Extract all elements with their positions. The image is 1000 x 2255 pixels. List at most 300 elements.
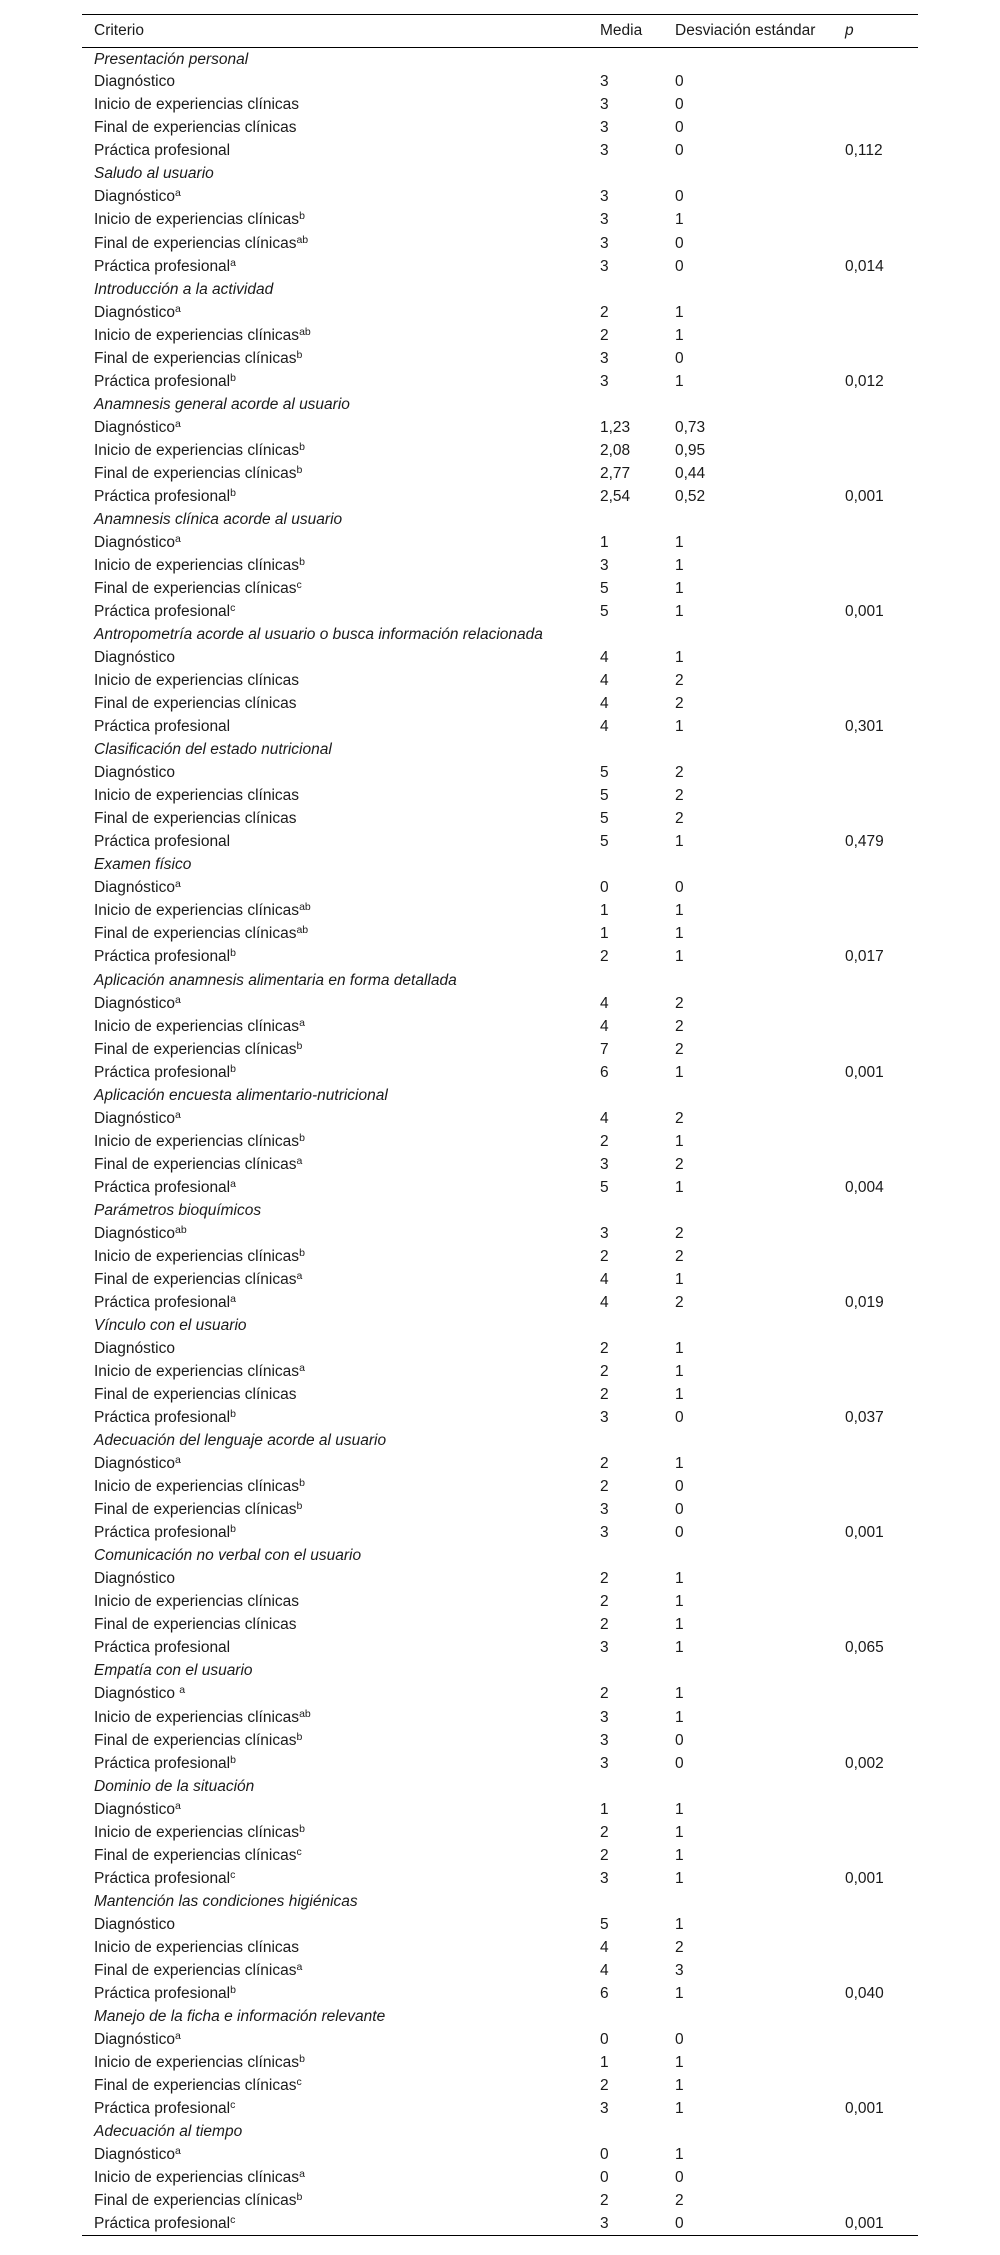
p-cell	[833, 1245, 918, 1268]
sd-cell: 2	[675, 672, 684, 690]
stage-label: Diagnóstico	[94, 303, 175, 321]
stage-label: Final de experiencias clínicas	[94, 810, 297, 828]
significance-superscript: b	[230, 1753, 236, 1766]
table-row	[82, 831, 918, 854]
header-media: Media	[588, 15, 663, 48]
stage-label: Inicio de experiencias clínicas	[94, 96, 300, 114]
significance-superscript: c	[230, 2213, 236, 2226]
table-row	[82, 1291, 918, 1314]
p-cell	[833, 1475, 918, 1498]
significance-superscript: a	[175, 2145, 181, 2158]
stage-cell	[82, 2051, 588, 2074]
p-cell	[833, 1568, 918, 1591]
sd-cell: 2	[675, 787, 684, 805]
sd-cell: 2	[675, 1155, 684, 1173]
media-cell: 3	[600, 96, 609, 114]
p-cell	[833, 232, 918, 255]
p-cell: 0,001	[845, 1869, 884, 1887]
table-row	[82, 1867, 918, 1890]
table-row	[82, 1959, 918, 1982]
significance-superscript: c	[230, 2099, 236, 2112]
stage-label: Práctica profesional	[94, 2100, 231, 2118]
sd-cell: 1	[675, 1685, 684, 1703]
criterion-row	[82, 854, 918, 877]
stage-label: Diagnóstico	[94, 649, 175, 667]
significance-superscript: a	[175, 532, 181, 545]
table-row	[82, 646, 918, 669]
stage-label: Práctica profesional	[94, 2214, 231, 2232]
stage-label: Inicio de experiencias clínicas	[94, 1132, 300, 1150]
sd-cell: 2	[675, 810, 684, 828]
table-row	[82, 1591, 918, 1614]
criterion-row	[82, 1545, 918, 1568]
stage-label: Práctica profesional	[94, 833, 231, 851]
stage-cell	[82, 1360, 588, 1383]
stage-cell	[82, 71, 588, 94]
p-cell: 0,065	[845, 1639, 884, 1657]
media-cell: 2	[600, 1593, 609, 1611]
sd-cell: 2	[675, 1109, 684, 1127]
stage-cell	[82, 877, 588, 900]
stage-label: Práctica profesional	[94, 1984, 231, 2002]
table-row	[82, 1222, 918, 1245]
table-row	[82, 531, 918, 554]
sd-cell: 0	[675, 96, 684, 114]
sd-cell: 2	[675, 1938, 684, 1956]
table-row	[82, 416, 918, 439]
table-row	[82, 761, 918, 784]
media-cell: 3	[600, 349, 609, 367]
significance-superscript: a	[230, 1177, 236, 1190]
p-cell: 0,014	[845, 257, 884, 275]
media-cell: 2	[600, 1363, 609, 1381]
criterion-title: Manejo de la ficha e información relevante	[94, 2007, 386, 2025]
sd-cell: 1	[675, 1570, 684, 1588]
sd-cell: 1	[675, 556, 684, 574]
table-row	[82, 1153, 918, 1176]
stage-label: Final de experiencias clínicas	[94, 1616, 297, 1634]
stage-label: Final de experiencias clínicas	[94, 579, 297, 597]
stage-cell	[82, 1038, 588, 1061]
sd-cell: 0	[675, 349, 684, 367]
criterion-row	[82, 1775, 918, 1798]
criterion-row	[82, 2005, 918, 2028]
table-row	[82, 439, 918, 462]
p-cell: 0,001	[845, 1524, 884, 1542]
media-cell: 3	[600, 188, 609, 206]
sd-cell: 2	[675, 764, 684, 782]
p-cell	[833, 877, 918, 900]
sd-cell: 2	[675, 1017, 684, 1035]
stage-cell	[82, 600, 588, 623]
criterion-title: Parámetros bioquímicos	[94, 1201, 262, 1219]
stage-label: Final de experiencias clínicas	[94, 2192, 297, 2210]
stage-label: Diagnóstico	[94, 994, 175, 1012]
stage-cell	[82, 2189, 588, 2212]
sd-cell: 0	[675, 73, 684, 91]
criterion-row	[82, 1314, 918, 1337]
stage-cell	[82, 1061, 588, 1084]
p-cell	[833, 554, 918, 577]
p-cell	[833, 1383, 918, 1406]
stage-label: Práctica profesional	[94, 718, 231, 736]
stage-label: Inicio de experiencias clínicas	[94, 441, 300, 459]
significance-superscript: b	[296, 348, 303, 361]
stage-cell	[82, 186, 588, 209]
p-cell	[833, 669, 918, 692]
sd-cell: 0	[675, 119, 684, 137]
media-cell: 4	[600, 1109, 609, 1127]
significance-superscript: ab	[175, 1223, 187, 1236]
sd-cell: 0,95	[675, 441, 706, 459]
stage-label: Práctica profesional	[94, 1063, 231, 1081]
p-cell	[833, 1959, 918, 1982]
table-row	[82, 71, 918, 94]
table-row	[82, 1637, 918, 1660]
table-row	[82, 370, 918, 393]
sd-cell: 2	[675, 1040, 684, 1058]
stage-cell	[82, 1153, 588, 1176]
sd-cell: 1	[675, 372, 684, 390]
media-cell: 2	[600, 1570, 609, 1588]
stage-label: Diagnóstico	[94, 1109, 175, 1127]
sd-cell: 3	[675, 1961, 684, 1979]
stage-cell	[82, 1498, 588, 1521]
p-cell	[833, 1844, 918, 1867]
significance-superscript: a	[175, 302, 181, 315]
stage-cell	[82, 94, 588, 117]
media-cell: 5	[600, 810, 609, 828]
significance-superscript: b	[230, 371, 236, 384]
media-cell: 3	[600, 257, 609, 275]
media-cell: 4	[600, 695, 609, 713]
sd-cell: 0	[675, 234, 684, 252]
media-cell: 0	[600, 2030, 609, 2048]
table-row	[82, 669, 918, 692]
stage-label: Diagnóstico	[94, 2030, 175, 2048]
table-row	[82, 992, 918, 1015]
stage-label: Práctica profesional	[94, 1293, 231, 1311]
p-cell	[833, 808, 918, 831]
stage-label: Práctica profesional	[94, 1524, 231, 1542]
p-cell: 0,012	[845, 372, 884, 390]
significance-superscript: b	[299, 1477, 305, 1490]
p-cell	[833, 1498, 918, 1521]
stage-label: Final de experiencias clínicas	[94, 1386, 297, 1404]
media-cell: 3	[600, 1639, 609, 1657]
table-row	[82, 347, 918, 370]
stage-cell	[82, 347, 588, 370]
stage-label: Diagnóstico	[94, 1915, 175, 1933]
table-row	[82, 1452, 918, 1475]
table-row	[82, 808, 918, 831]
sd-cell: 2	[675, 1224, 684, 1242]
media-cell: 4	[600, 718, 609, 736]
p-cell	[833, 1107, 918, 1130]
stage-cell	[82, 1222, 588, 1245]
criterion-title: Anamnesis general acorde al usuario	[94, 395, 350, 413]
stage-label: Inicio de experiencias clínicas	[94, 1017, 300, 1035]
stage-cell	[82, 808, 588, 831]
media-cell: 5	[600, 1915, 609, 1933]
sd-cell: 0	[675, 1478, 684, 1496]
p-cell	[833, 1936, 918, 1959]
p-cell	[833, 2051, 918, 2074]
sd-cell: 0	[675, 2169, 684, 2187]
stage-cell	[82, 232, 588, 255]
media-cell: 3	[600, 234, 609, 252]
stage-cell	[82, 1821, 588, 1844]
criterion-title: Aplicación anamnesis alimentaria en forma detallada	[94, 971, 457, 989]
stage-cell	[82, 1867, 588, 1890]
stage-label: Inicio de experiencias clínicas	[94, 211, 300, 229]
stage-label: Diagnóstico	[94, 418, 175, 436]
p-cell	[833, 1452, 918, 1475]
sd-cell: 0	[675, 2030, 684, 2048]
significance-superscript: c	[296, 578, 302, 591]
stage-label: Inicio de experiencias clínicas	[94, 556, 300, 574]
significance-superscript: a	[299, 2168, 305, 2181]
table-row	[82, 1107, 918, 1130]
significance-superscript: b	[299, 440, 305, 453]
stage-label: Práctica profesional	[94, 487, 231, 505]
criterion-title: Comunicación no verbal con el usuario	[94, 1547, 362, 1565]
stage-label: Inicio de experiencias clínicas	[94, 1363, 300, 1381]
table-row	[82, 1706, 918, 1729]
stage-label: Final de experiencias clínicas	[94, 234, 297, 252]
table-row	[82, 1383, 918, 1406]
p-cell	[833, 1821, 918, 1844]
p-cell	[833, 923, 918, 946]
significance-superscript: b	[296, 463, 303, 476]
stage-cell	[82, 1107, 588, 1130]
sd-cell: 1	[675, 718, 684, 736]
significance-superscript: a	[175, 187, 181, 200]
p-cell: 0,001	[845, 603, 884, 621]
table-row	[82, 1798, 918, 1821]
p-cell	[833, 301, 918, 324]
stage-cell	[82, 992, 588, 1015]
significance-superscript: a	[296, 1154, 303, 1167]
significance-superscript: b	[299, 555, 305, 568]
media-cell: 5	[600, 603, 609, 621]
significance-superscript: ab	[299, 1707, 311, 1720]
stage-label: Práctica profesional	[94, 1178, 231, 1196]
table-row	[82, 2212, 918, 2235]
stage-label: Práctica profesional	[94, 372, 231, 390]
stage-cell	[82, 554, 588, 577]
media-cell: 3	[600, 211, 609, 229]
criterion-title: Clasificación del estado nutricional	[94, 741, 332, 759]
significance-superscript: c	[296, 2076, 302, 2089]
stage-label: Diagnóstico	[94, 879, 175, 897]
stage-label: Diagnóstico	[94, 73, 175, 91]
media-cell: 2	[600, 1846, 609, 1864]
table-row	[82, 1913, 918, 1936]
p-cell	[833, 2028, 918, 2051]
stage-label: Final de experiencias clínicas	[94, 1501, 297, 1519]
p-cell	[833, 94, 918, 117]
header-p: p	[833, 15, 918, 48]
media-cell: 0	[600, 2146, 609, 2164]
results-table	[82, 14, 918, 2236]
stage-label: Diagnóstico	[94, 764, 175, 782]
criterion-title: Antropometría acorde al usuario o busca información relacionada	[94, 626, 543, 644]
p-cell	[833, 531, 918, 554]
media-cell: 3	[588, 2212, 663, 2235]
stage-label: Final de experiencias clínicas	[94, 1731, 297, 1749]
p-cell	[833, 900, 918, 923]
significance-superscript: a	[299, 1016, 305, 1029]
stage-cell	[82, 923, 588, 946]
media-cell: 5	[600, 1178, 609, 1196]
media-cell: 4	[600, 994, 609, 1012]
stage-label: Final de experiencias clínicas	[94, 925, 297, 943]
stage-cell	[82, 462, 588, 485]
media-cell: 2	[600, 1247, 609, 1265]
p-cell	[833, 71, 918, 94]
stage-cell	[82, 1383, 588, 1406]
sd-cell: 1	[675, 1132, 684, 1150]
p-cell	[833, 2166, 918, 2189]
media-cell: 3	[600, 556, 609, 574]
stage-cell	[82, 1337, 588, 1360]
sd-cell: 2	[675, 1293, 684, 1311]
sd-cell: 1	[675, 1455, 684, 1473]
p-cell: 0,112	[845, 142, 883, 160]
media-cell: 2,77	[600, 464, 631, 482]
stage-label: Práctica profesional	[94, 142, 231, 160]
table-row	[82, 255, 918, 278]
table-row	[82, 1982, 918, 2005]
significance-superscript: a	[230, 256, 236, 269]
media-cell: 5	[600, 764, 609, 782]
media-cell: 6	[600, 1063, 609, 1081]
sd-cell: 1	[675, 326, 684, 344]
stage-label: Inicio de experiencias clínicas	[94, 902, 300, 920]
table-row	[82, 2074, 918, 2097]
media-cell: 3	[600, 1708, 609, 1726]
table-row	[82, 1821, 918, 1844]
significance-superscript: a	[230, 1292, 236, 1305]
significance-superscript: b	[230, 947, 236, 960]
p-cell: 0,301	[845, 718, 884, 736]
stage-label: Inicio de experiencias clínicas	[94, 326, 300, 344]
media-cell: 2	[600, 2077, 609, 2095]
criterion-title: Saludo al usuario	[94, 165, 214, 183]
p-cell	[833, 692, 918, 715]
stage-label: Práctica profesional	[94, 1754, 231, 1772]
stage-cell	[82, 1959, 588, 1982]
media-cell: 3	[600, 1409, 609, 1427]
media-cell: 2,08	[600, 441, 631, 459]
criterion-row	[82, 738, 918, 761]
sd-cell: 1	[675, 833, 684, 851]
significance-superscript: b	[296, 1500, 303, 1513]
p-cell	[833, 1360, 918, 1383]
significance-superscript: b	[296, 1730, 303, 1743]
p-cell	[833, 1015, 918, 1038]
sd-cell: 1	[675, 303, 684, 321]
media-cell: 2	[600, 303, 609, 321]
stage-label: Inicio de experiencias clínicas	[94, 1247, 300, 1265]
media-cell: 2	[600, 1823, 609, 1841]
table-row	[82, 900, 918, 923]
criterion-title: Empatía con el usuario	[94, 1662, 253, 1680]
sd-cell: 1	[675, 1340, 684, 1358]
significance-superscript: a	[175, 993, 181, 1006]
media-cell: 1,23	[600, 418, 631, 436]
table-row	[82, 923, 918, 946]
media-cell: 3	[600, 119, 609, 137]
significance-superscript: a	[175, 1108, 181, 1121]
table-row	[82, 117, 918, 140]
stage-cell	[82, 485, 588, 508]
significance-superscript: b	[299, 1822, 305, 1835]
sd-cell: 1	[675, 579, 684, 597]
stage-label: Diagnóstico	[94, 1685, 180, 1703]
table-row	[82, 485, 918, 508]
table-row	[82, 577, 918, 600]
media-cell: 3	[600, 1731, 609, 1749]
criterion-row	[82, 1084, 918, 1107]
sd-cell: 0	[675, 1754, 684, 1772]
sd-cell: 1	[675, 1823, 684, 1841]
sd-cell: 1	[675, 1270, 684, 1288]
stage-cell	[82, 646, 588, 669]
significance-superscript: a	[175, 1454, 181, 1467]
stage-cell	[82, 946, 588, 969]
sd-cell: 1	[675, 1063, 684, 1081]
p-cell	[833, 117, 918, 140]
p-cell: 0,004	[845, 1178, 884, 1196]
sd-cell: 0	[675, 1731, 684, 1749]
sd-cell: 1	[675, 1386, 684, 1404]
stage-label: Inicio de experiencias clínicas	[94, 1593, 300, 1611]
stage-label: Final de experiencias clínicas	[94, 119, 297, 137]
significance-superscript: a	[179, 1684, 186, 1697]
stage-cell	[82, 1752, 588, 1775]
media-cell: 4	[600, 1017, 609, 1035]
stage-cell	[82, 2143, 588, 2166]
media-cell: 4	[600, 1961, 609, 1979]
stage-cell	[82, 2097, 588, 2120]
p-cell: 0,479	[845, 833, 884, 851]
criterion-row	[82, 2120, 918, 2143]
sd-cell: 0	[675, 188, 684, 206]
stage-label: Diagnóstico	[94, 1800, 175, 1818]
significance-superscript: ab	[299, 325, 311, 338]
significance-superscript: c	[296, 1845, 302, 1858]
p-cell	[833, 761, 918, 784]
stage-label: Inicio de experiencias clínicas	[94, 1938, 300, 1956]
criterion-row	[82, 969, 918, 992]
table-row	[82, 1130, 918, 1153]
table-row	[82, 2166, 918, 2189]
sd-cell: 0	[675, 1409, 684, 1427]
significance-superscript: b	[296, 2191, 303, 2204]
criterion-title: Vínculo con el usuario	[94, 1316, 247, 1334]
media-cell: 5	[600, 579, 609, 597]
significance-superscript: b	[299, 1246, 305, 1259]
table-row	[82, 1061, 918, 1084]
media-cell: 3	[600, 2100, 609, 2118]
sd-cell: 2	[675, 1247, 684, 1265]
p-cell: 0,001	[833, 2212, 918, 2235]
sd-cell: 1	[675, 603, 684, 621]
media-cell: 2	[600, 1478, 609, 1496]
significance-superscript: b	[230, 1062, 236, 1075]
